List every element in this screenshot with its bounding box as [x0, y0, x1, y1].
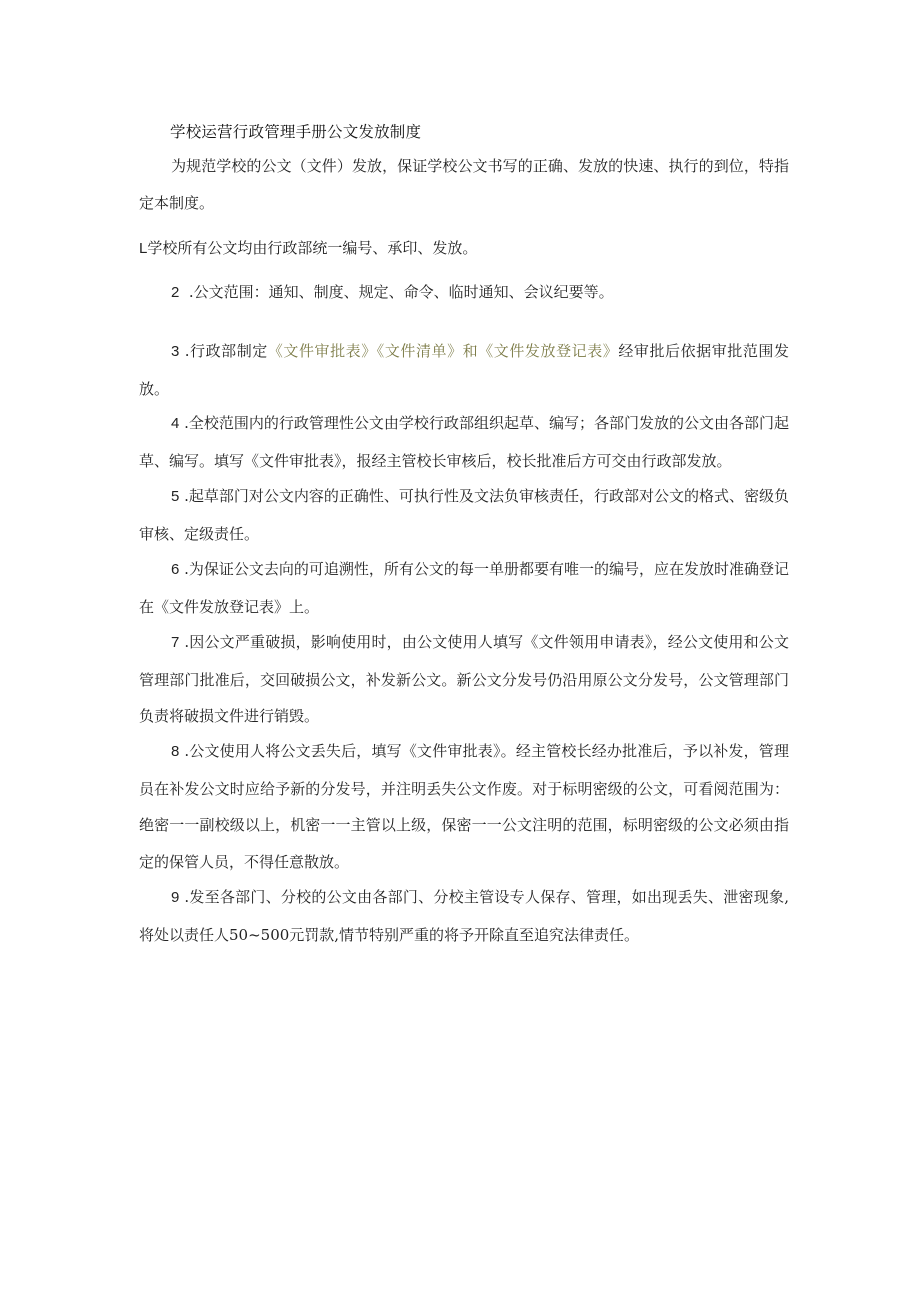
item-number: 5	[171, 488, 180, 505]
item-number: 2	[171, 284, 180, 301]
item-number: 9	[171, 889, 180, 906]
item-text: .发至各部门、分校的公文由各部门、分校主管设专人保存、管理，如出现丢失、泄密现象,将处以责任人50~500元罚款,情节特别严重的将予开除直至追究法律责任。	[139, 888, 789, 944]
item-6	[139, 551, 789, 625]
item-text-post: 经审批后依据审批范围发放。	[139, 342, 789, 398]
item-number: 4	[171, 415, 180, 432]
item-number: 7	[171, 634, 180, 651]
item-number: 3	[171, 343, 180, 360]
item-1	[139, 230, 789, 268]
document-title: 学校运营行政管理手册公文发放制度	[170, 123, 422, 141]
item-4	[139, 405, 789, 479]
item-8	[139, 733, 789, 880]
item-9	[139, 879, 789, 953]
item-3	[139, 333, 789, 407]
item-number: 6	[171, 561, 180, 578]
intro-text: 为规范学校的公文（文件）发放，保证学校公文书写的正确、发放的快速、执行的到位，特指定本制度。	[139, 157, 789, 212]
item-text: .因公文严重破损，影响使用时，由公文使用人填写《文件领用申请表》，经公文使用和公文管理部门批准后，交回破损公文，补发新公文。新公文分发号仍沿用原公文分发号，公文管理部门负责将破损文件进行销毁。	[139, 633, 789, 725]
item-text: .公文使用人将公文丢失后，填写《文件审批表》。经主管校长经办批准后，予以补发，管理员在补发公文时应给予新的分发号，并注明丢失公文作废。对于标明密级的公文，可看阅范围为：绝密一一副校级以上，机密一一主管以上级，保密一一公文注明的范围，标明密级的公文必须由指定的保管人员，不得任意散放。	[139, 742, 789, 871]
item-text: .为保证公文去向的可追溯性，所有公文的每一单册都要有唯一的编号，应在发放时准确登记在《文件发放登记表》上。	[139, 560, 789, 616]
item-text: .起草部门对公文内容的正确性、可执行性及文法负审核责任，行政部对公文的格式、密级负审核、定级责任。	[139, 487, 789, 543]
intro-paragraph	[139, 148, 789, 221]
form-names-highlight: 《文件审批表》《文件清单》和《文件发放登记表》	[267, 342, 619, 360]
item-number: L	[139, 240, 148, 257]
item-text: 学校所有公文均由行政部统一编号、承印、发放。	[147, 239, 478, 257]
item-text-pre: .行政部制定	[184, 342, 268, 360]
item-text: .全校范围内的行政管理性公文由学校行政部组织起草、编写；各部门发放的公文由各部门起草、编写。填写《文件审批表》，报经主管校长审核后，校长批准后方可交由行政部发放。	[139, 414, 789, 470]
item-number: 8	[171, 743, 180, 760]
item-5	[139, 478, 789, 552]
item-text: .公文范围：通知、制度、规定、命令、临时通知、会议纪要等。	[188, 283, 614, 301]
item-2	[139, 274, 789, 312]
item-7	[139, 624, 789, 735]
